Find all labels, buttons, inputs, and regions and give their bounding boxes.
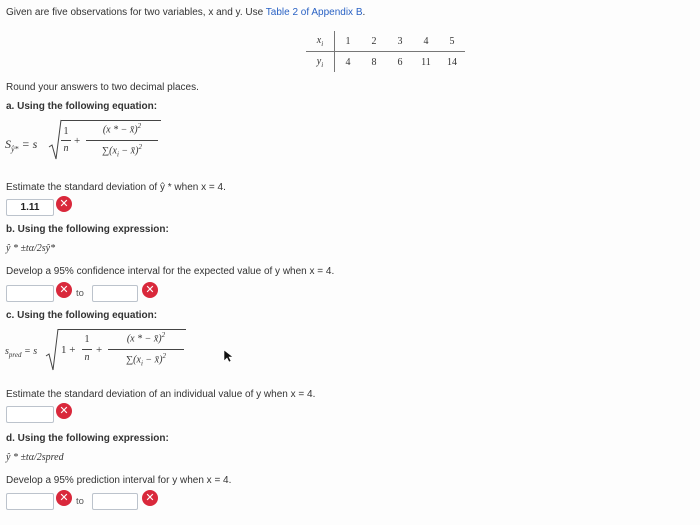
x-value: 2 bbox=[361, 31, 387, 52]
part-d-heading: d. Using the following expression: bbox=[6, 433, 169, 444]
y-value: 4 bbox=[345, 56, 351, 68]
x-circle-icon: ✕ bbox=[142, 282, 158, 298]
part-b-heading: b. Using the following expression: bbox=[6, 224, 169, 235]
observation-table bbox=[306, 31, 465, 72]
to-label: to bbox=[76, 288, 84, 299]
part-a-heading: a. Using the following equation: bbox=[6, 101, 158, 112]
part-c-estimate: Estimate the standard deviation of an individual value of y when x = 4. bbox=[6, 389, 316, 400]
round-note: Round your answers to two decimal places. bbox=[6, 82, 199, 93]
x-circle-icon: ✕ bbox=[56, 282, 72, 298]
x-value: 4 bbox=[413, 31, 439, 52]
x-value: 3 bbox=[387, 31, 413, 52]
part-a-answer-input[interactable]: 1.11 bbox=[6, 199, 54, 216]
part-b-develop: Develop a 95% confidence interval for the expected value of y when x = 4. bbox=[6, 266, 335, 277]
x-value: 5 bbox=[439, 31, 465, 52]
y-header: $y_i$ bbox=[306, 52, 335, 73]
x-circle-icon: ✕ bbox=[56, 196, 72, 212]
sqrt-symbol bbox=[48, 119, 62, 161]
y-value: 8 bbox=[371, 56, 377, 68]
part-a-estimate: Estimate the standard deviation of ŷ * when x = 4. bbox=[6, 182, 226, 193]
part-d-develop: Develop a 95% prediction interval for y when x = 4. bbox=[6, 475, 232, 486]
intro-text: Given are five observations for two variables, x and y. Use Table 2 of Appendix B. bbox=[6, 7, 366, 18]
y-value: 11 bbox=[421, 56, 431, 68]
x-circle-icon: ✕ bbox=[56, 403, 72, 419]
part-b-low-input[interactable] bbox=[6, 285, 54, 302]
y-value: 6 bbox=[397, 56, 403, 68]
x-circle-icon: ✕ bbox=[142, 490, 158, 506]
part-d-expression: ŷ * ±tα/2spred bbox=[6, 452, 64, 463]
to-label: to bbox=[76, 496, 84, 507]
part-b-expression: ŷ * ±tα/2sŷ* bbox=[6, 243, 56, 254]
part-d-high-input[interactable] bbox=[92, 493, 138, 510]
sqrt-symbol bbox=[45, 328, 59, 372]
part-c-heading: c. Using the following equation: bbox=[6, 310, 158, 321]
part-c-answer-input[interactable] bbox=[6, 406, 54, 423]
appendix-link[interactable]: Table 2 of Appendix B bbox=[265, 7, 363, 18]
part-d-low-input[interactable] bbox=[6, 493, 54, 510]
mouse-pointer-icon bbox=[223, 349, 233, 363]
part-b-high-input[interactable] bbox=[92, 285, 138, 302]
x-header: $x_i$ bbox=[306, 31, 335, 52]
x-circle-icon: ✕ bbox=[56, 490, 72, 506]
y-value: 14 bbox=[447, 56, 457, 68]
x-value: 1 bbox=[335, 31, 362, 52]
